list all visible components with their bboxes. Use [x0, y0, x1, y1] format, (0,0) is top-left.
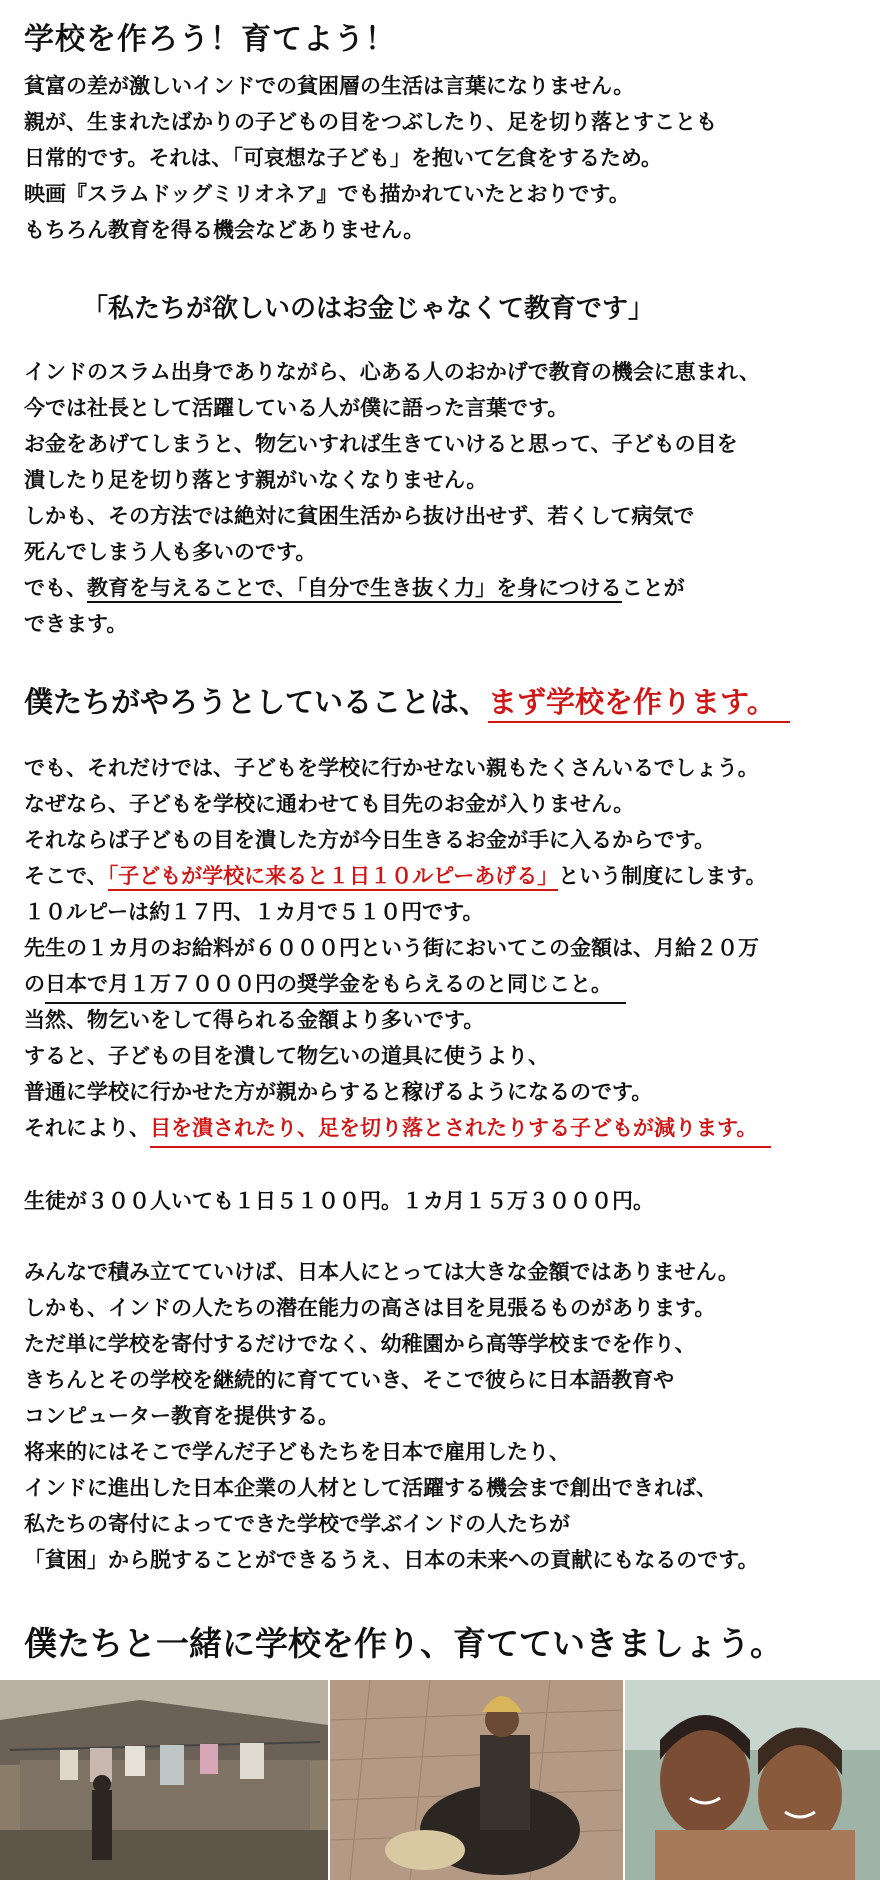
intro-line: 親が、生まれたばかりの子どもの目をつぶしたり、足を切り落とすことも: [24, 109, 717, 134]
underlined-phrase: 日本で月１万７０００円の奨学金をもらえるのと同じこと。: [45, 966, 626, 1004]
slum-photo: [0, 1680, 328, 1880]
intro-line: 日常的です。それは、「可哀想な子ども」を抱いて乞食をするため。: [24, 145, 662, 170]
story-line: お金をあげてしまうと、物乞いすれば生きていけると思って、子どもの目を: [24, 431, 738, 456]
intro-line: もちろん教育を得る機会などありません。: [24, 217, 425, 242]
vision-line: しかも、インドの人たちの潜在能力の高さは目を見張るものがあります。: [24, 1295, 716, 1320]
section-heading-plan: 僕たちがやろうとしていることは、まず学校を作ります。: [24, 680, 790, 723]
story-line: インドのスラム出身でありながら、心ある人のおかげで教育の機会に恵まれ、: [24, 359, 761, 384]
plan-line: それならば子どもの目を潰した方が今日生きるお金が手に入るからです。: [24, 827, 716, 852]
vision-line: 私たちの寄付によってできた学校で学ぶインドの人たちが: [24, 1511, 570, 1536]
vision-line: コンピューター教育を提供する。: [24, 1403, 339, 1428]
plan-line: それにより、目を潰されたり、足を切り落とされたりする子どもが減ります。: [24, 1110, 771, 1146]
quote-text: 「私たちが欲しいのはお金じゃなくて教育です」: [82, 294, 655, 324]
children-photo: [625, 1680, 880, 1880]
photo-strip: [0, 1680, 880, 1880]
plan-line: でも、それだけでは、子どもを学校に行かせない親もたくさんいるでしょう。: [24, 755, 759, 780]
plan-line: １０ルピーは約１７円、１カ月で５１０円です。: [24, 899, 484, 924]
plan-line: そこで、「子どもが学校に来ると１日１０ルピーあげる」という制度にします。: [24, 858, 771, 894]
intro-paragraph: [24, 68, 717, 248]
vision-line: インドに進出した日本企業の人材として活躍する機会まで創出できれば、: [24, 1475, 717, 1500]
street-man-photo: [330, 1680, 623, 1880]
highlight-red: 「子どもが学校に来ると１日１０ルピーあげる」: [108, 863, 559, 891]
highlight-red: まず学校を作ります。: [488, 680, 790, 723]
story-line: 今では社長として活躍している人が僕に語った言葉です。: [24, 395, 569, 420]
vision-paragraph: [24, 1254, 759, 1578]
plan-line: の日本で月１万７０００円の奨学金をもらえるのと同じこと。: [24, 966, 771, 1002]
plan-line: 普通に学校に行かせた方が親からすると稼げるようになるのです。: [24, 1079, 653, 1104]
plan-line: すると、子どもの目を潰して物乞いの道具に使うより、: [24, 1043, 549, 1068]
closing-heading: 僕たちと一緒に学校を作り、育てていきましょう。: [24, 1624, 783, 1663]
vision-line: ただ単に学校を寄付するだけでなく、幼稚園から高等学校までを作り、: [24, 1331, 696, 1356]
story-line: 死んでしまう人も多いのです。: [24, 539, 317, 564]
vision-line: 「貧困」から脱することができるうえ、日本の未来への貢献にもなるのです。: [24, 1547, 759, 1572]
vision-line: 将来的にはそこで学んだ子どもたちを日本で雇用したり、: [24, 1439, 570, 1464]
highlight-red: 目を潰されたり、足を切り落とされたりする子どもが減ります。: [150, 1110, 771, 1148]
intro-line: 貧富の差が激しいインドでの貧困層の生活は言葉になりません。: [24, 73, 635, 98]
vision-line: みんなで積み立てていけば、日本人にとっては大きな金額ではありません。: [24, 1259, 739, 1284]
cost-line: 生徒が３００人いても１日５１００円。１カ月１５万３０００円。: [24, 1188, 654, 1213]
plan-line: なぜなら、子どもを学校に通わせても目先のお金が入りません。: [24, 791, 635, 816]
plan-paragraph: [24, 750, 771, 1146]
story-line: できます。: [24, 611, 128, 636]
story-paragraph: [24, 354, 760, 642]
story-line: しかも、その方法では絶対に貧困生活から抜け出せず、若くして病気で: [24, 503, 695, 528]
page-title: 学校を作ろう！育てよう！: [24, 22, 396, 57]
story-line: 潰したり足を切り落とす親がいなくなりません。: [24, 467, 488, 492]
plan-line: 先生の１カ月のお給料が６０００円という街においてこの金額は、月給２０万: [24, 935, 759, 960]
intro-line: 映画『スラムドッグミリオネア』でも描かれていたとおりです。: [24, 181, 630, 206]
underlined-phrase: 教育を与えることで、「自分で生き抜く力」を身につける: [87, 575, 622, 603]
plan-line: 当然、物乞いをして得られる金額より多いです。: [24, 1007, 485, 1032]
vision-line: きちんとその学校を継続的に育てていき、そこで彼らに日本語教育や: [24, 1367, 675, 1392]
story-line: でも、教育を与えることで、「自分で生き抜く力」を身につけることが: [24, 570, 760, 606]
